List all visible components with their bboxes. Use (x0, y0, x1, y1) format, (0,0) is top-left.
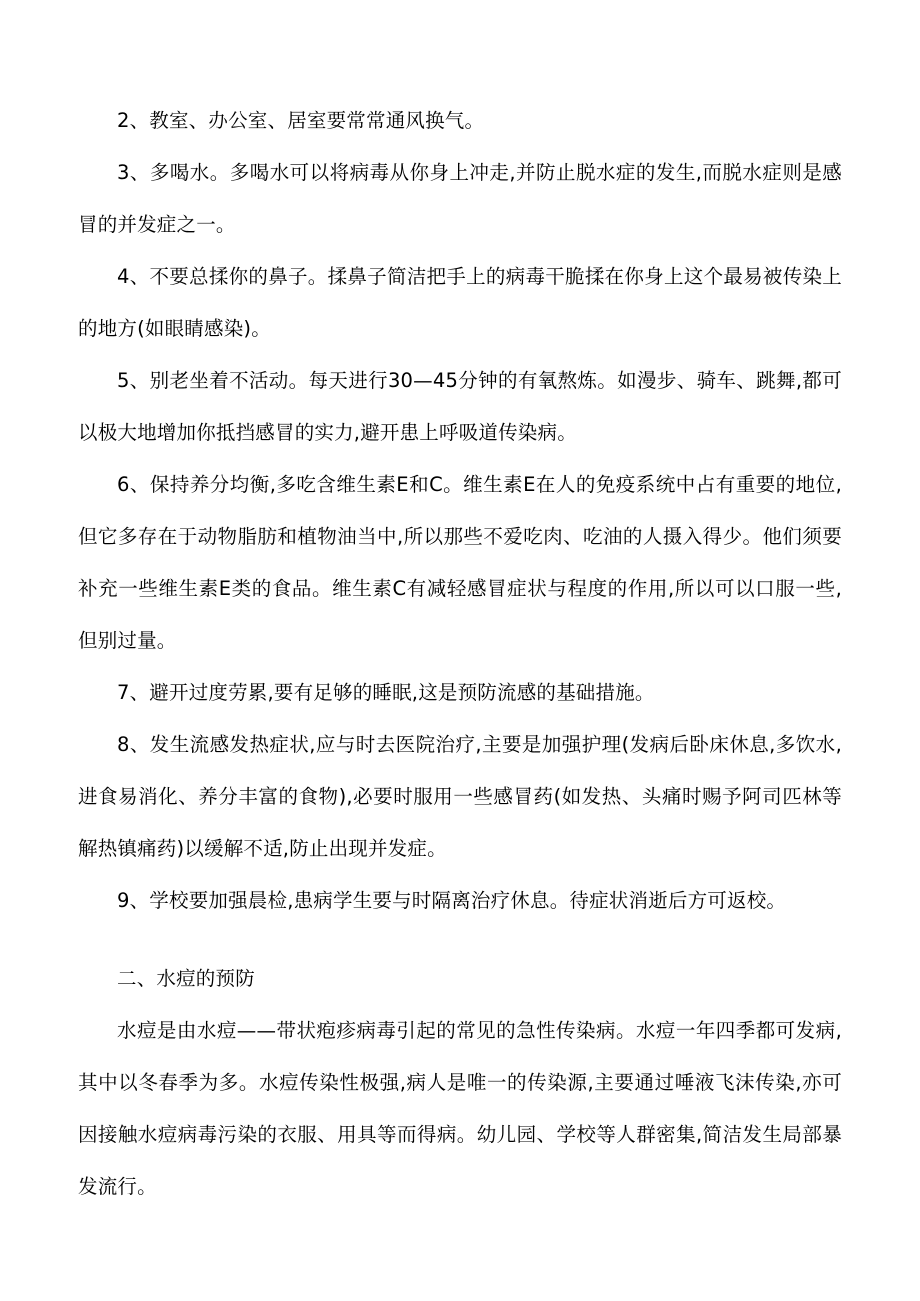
section-spacer (78, 927, 842, 953)
paragraph-item-7: 7、避开过度劳累,要有足够的睡眠,这是预防流感的基础措施。 (117, 681, 655, 704)
document-body (78, 95, 842, 1213)
paragraph-item-3: 3、多喝水。多喝水可以将病毒从你身上冲走,并防止脱水症的发生,而脱水症则是感冒的并发症之一。 (78, 161, 842, 236)
paragraph-item-6: 6、保持养分均衡,多吃含维生素E和C。维生素E在人的免疫系统中占有重要的地位,但它多存在于动物脂肪和植物油当中,所以那些不爱吃肉、吃油的人摄入得少。他们须要补充一些维生素E类的食品。维生素C有减轻感冒症状与程度的作用,所以可以口服一些,但别过量。 (78, 473, 842, 652)
paragraph-item-8: 8、发生流感发热症状,应与时去医院治疗,主要是加强护理(发病后卧床休息,多饮水,进食易消化、养分丰富的食物),必要时服用一些感冒药(如发热、头痛时赐予阿司匹林等解热镇痛药)以缓解不适,防止出现并发症。 (78, 733, 842, 860)
paragraph-item-4: 4、不要总揉你的鼻子。揉鼻子简洁把手上的病毒干脆揉在你身上这个最易被传染上的地方(如眼睛感染)。 (78, 265, 842, 340)
paragraph-chickenpox-intro: 水痘是由水痘——带状疱疹病毒引起的常见的急性传染病。水痘一年四季都可发病,其中以冬春季为多。水痘传染性极强,病人是唯一的传染源,主要通过唾液飞沫传染,亦可因接触水痘病毒污染的衣服、用具等而得病。幼儿园、学校等人群密集,简洁发生局部暴发流行。 (78, 1019, 842, 1198)
paragraph-item-2: 2、教室、办公室、居室要常常通风换气。 (117, 109, 485, 132)
paragraph-item-9: 9、学校要加强晨检,患病学生要与时隔离治疗休息。待症状消逝后方可返校。 (117, 889, 787, 912)
section-heading-chickenpox: 二、水痘的预防 (117, 967, 255, 990)
paragraph-item-5: 5、别老坐着不活动。每天进行30—45分钟的有氧熬炼。如漫步、骑车、跳舞,都可以极大地增加你抵挡感冒的实力,避开患上呼吸道传染病。 (78, 369, 842, 444)
